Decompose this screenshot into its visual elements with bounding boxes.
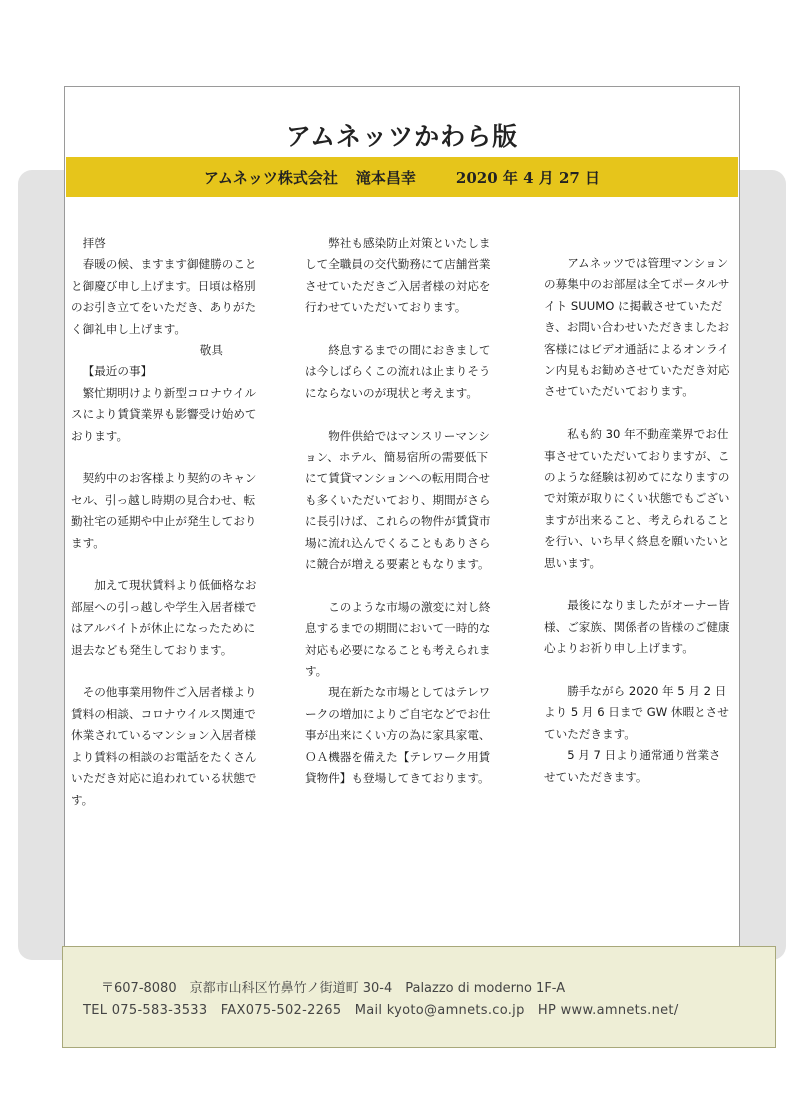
- paragraph: 現在新たな市場としてはテレワークの増加によりご自宅などでお仕事が出来にくい方の為に家具家電、ＯＡ機器を備えた【テレワーク用賃貸物件】も登場してきております。: [305, 685, 491, 786]
- paragraph: その他事業用物件ご入居者様より賃料の相談、コロナウイルス関連で休業されているマンション入居者様より賃料の相談のお電話をたくさんいただき対応に追われている状態です。: [71, 685, 257, 807]
- paragraph: このような市場の激変に対し終息するまでの期間において一時的な対応も必要になることも考えられます。: [305, 599, 491, 679]
- paragraph: 契約中のお客様より契約のキャンセル、引っ越し時期の見合わせ、転勤社宅の延期や中止が発生しております。: [71, 471, 257, 550]
- issue-date: 2020 年 4 月 27 日: [455, 168, 601, 187]
- address-line: 〒607-8080 京都市山科区竹鼻竹ノ街道町 30-4 Palazzo di moderno 1F-A: [101, 981, 566, 996]
- column-2: [305, 233, 495, 790]
- paragraph: 私も約 30 年不動産業界でお仕事させていただいておりますが、このような経験は初めてになりますので対策が取りにくい状態でもございますが出来ること、考えられることを行い、いち早く終息を願いたいと思います。: [544, 427, 730, 570]
- column-3: [544, 253, 732, 788]
- greeting-closing: 敬具: [199, 343, 223, 358]
- company-name: アムネッツ株式会社: [203, 168, 338, 187]
- newsletter-sheet: [64, 86, 740, 956]
- header-bar: [66, 157, 738, 197]
- paragraph: 加えて現状賃料より低価格なお部屋への引っ越しや学生入居者様ではアルバイトが休止になったために退去なども発生しております。: [71, 578, 257, 657]
- contact-line: TEL 075-583-3533 FAX075-502-2265 Mail kyoto@amnets.co.jp HP www.amnets.net/: [83, 1003, 679, 1018]
- paragraph: 5 月 7 日より通常通り営業させていただきます。: [544, 748, 721, 784]
- contact-footer: [62, 946, 776, 1048]
- paragraph: アムネッツでは管理マンションの募集中のお部屋は全てポータルサイト SUUMO に掲載させていただき、お問い合わせいただきましたお客様にはビデオ通話によるオンライン内見もお勧めさせていただき対応させていただいております。: [544, 256, 730, 399]
- greeting-opening: 拝啓: [82, 236, 106, 250]
- newsletter-title: アムネッツかわら版: [285, 122, 519, 151]
- author-name: 滝本昌幸: [355, 168, 416, 187]
- greeting-paragraph: 春暖の候、ますます御健勝のことと御慶び申し上げます。日頃は格別のお引き立てをいただき、ありがたく御礼申し上げます。: [71, 257, 257, 336]
- paragraph: 終息するまでの間におきましては今しばらくこの流れは止まりそうにならないのが現状と考えます。: [305, 343, 491, 400]
- paragraph: 最後になりましたがオーナー皆様、ご家族、関係者の皆様のご健康心よりお祈り申し上げます。: [544, 598, 730, 656]
- section-heading: 【最近の事】: [82, 364, 153, 379]
- paragraph: 弊社も感染防止対策といたしまして全職員の交代勤務にて店舗営業させていただきご入居者様の対応を行わせていただいております。: [305, 236, 491, 315]
- paragraph: 物件供給ではマンスリーマンション、ホテル、簡易宿所の需要低下にて賃貸マンションへの転用問合せも多くいただいており、期間がさらに長引けば、これらの物件が賃貸市場に流れ込んでくることもありさらに競合が増える要素ともなります。: [305, 428, 491, 572]
- column-1: [71, 233, 263, 811]
- paragraph: 繁忙期明けより新型コロナウイルスにより賃貸業界も影響受け始めております。: [71, 385, 257, 443]
- paragraph: 勝手ながら 2020 年 5 月 2 日より 5 月 6 日まで GW 休暇とさせていただきます。: [544, 684, 729, 741]
